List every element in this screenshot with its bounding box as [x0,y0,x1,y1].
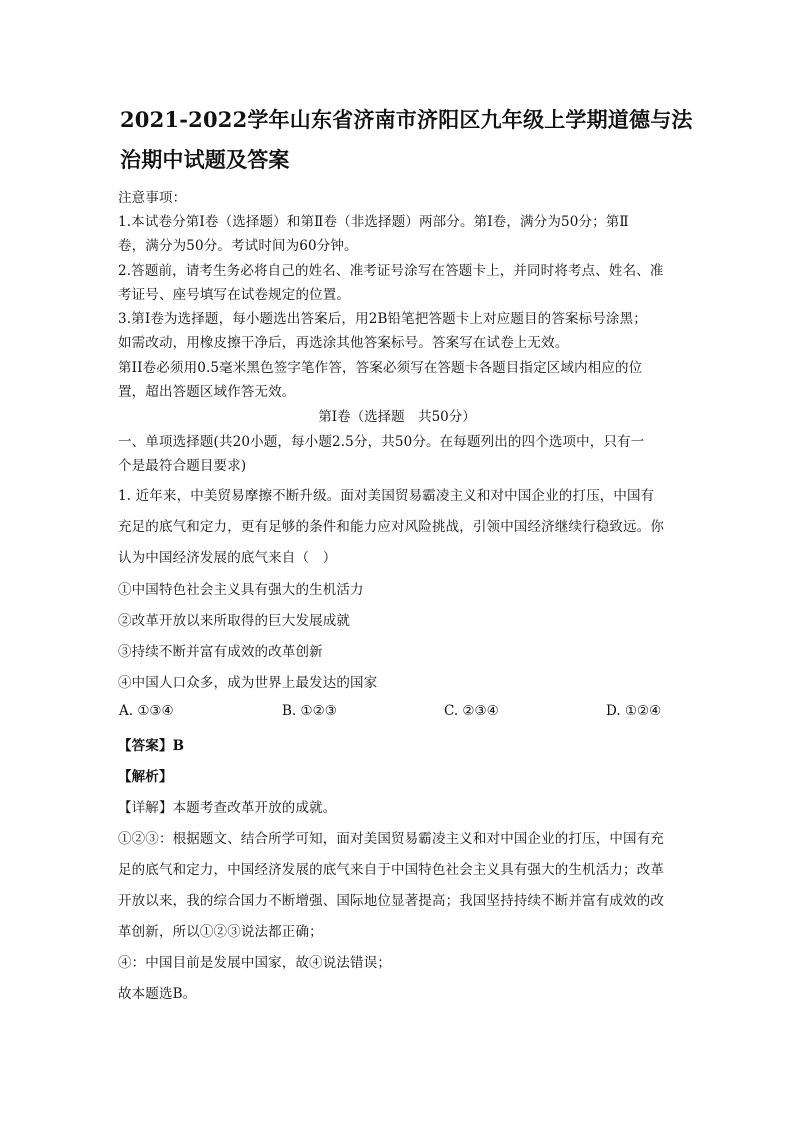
question-stem: 认为中国经济发展的底气来自（ ） [118,550,337,566]
explanation-line: 开放以来，我的综合国力不断增强、国际地位显著提高；我国坚持持续不断并富有成效的改 [118,893,664,909]
notice-heading: 注意事项： [118,190,187,206]
option-c: C. ②③④ [444,703,499,719]
option-b: B. ①②③ [282,703,337,719]
part-instruction: 一、单项选择题(共20小题，每小题2.5分，共50分。在每题列出的四个选项中，只有一 [118,434,645,450]
explanation-line: ①②③：根据题文、结合所学可知，面对美国贸易霸凌主义和对中国企业的打压，中国有充 [118,831,664,847]
page-title [120,100,693,180]
option-a: A. ①③④ [119,703,174,719]
statement: ②改革开放以来所取得的巨大发展成就 [118,613,351,629]
title-line-2: 治期中试题及答案 [120,147,290,172]
statement: ④中国人口众多，成为世界上最发达的国家 [118,675,378,691]
option-d: D. ①②④ [606,703,662,719]
answer-label: 【答案】B [118,738,185,754]
question-stem: 充足的底气和定力，更有足够的条件和能力应对风险挑战，引领中国经济继续行稳致远。你 [118,519,664,535]
notice-line: 置，超出答题区域作答无效。 [118,384,296,400]
explanation-line: 足的底气和定力，中国经济发展的底气来自于中国特色社会主义具有强大的生机活力；改革 [118,862,664,878]
statement: ③持续不断并富有成效的改革创新 [118,644,323,660]
explanation-line: 故本题选B。 [118,986,197,1002]
question-stem: 1. 近年来，中美贸易摩擦不断升级。面对美国贸易霸凌主义和对中国企业的打压，中国有 [118,488,655,504]
notice-line: 1.本试卷分第Ⅰ卷（选择题）和第Ⅱ卷（非选择题）两部分。第Ⅰ卷，满分为50分；第Ⅱ [118,214,629,230]
detail-line: 【详解】本题考查改革开放的成就。 [118,800,337,816]
part-instruction: 个是最符合题目要求) [118,458,247,474]
notice-line: 卷，满分为50分。考试时间为60分钟。 [118,238,358,254]
explanation-line: ④：中国目前是发展中国家，故④说法错误； [118,955,391,971]
notice-line: 考证号、座号填写在试卷规定的位置。 [118,287,351,303]
notice-line: 3.第Ⅰ卷为选择题，每小题选出答案后，用2B铅笔把答题卡上对应题目的答案标号涂黑； [118,311,647,327]
notice-line: 如需改动，用橡皮擦干净后，再选涂其他答案标号。答案写在试卷上无效。 [118,335,569,351]
explanation-line: 革创新，所以①②③说法都正确； [118,924,323,940]
notice-line: 2.答题前，请考生务必将自己的姓名、准考证号涂写在答题卡上，并同时将考点、姓名、准 [118,263,664,279]
statement: ①中国特色社会主义具有强大的生机活力 [118,582,364,598]
notice-line: 第II卷必须用0.5毫米黑色签字笔作答，答案必须写在答题卡各题目指定区域内相应的位 [118,360,643,376]
section-title: 第Ⅰ卷（选择题 共50分） [318,409,476,425]
title-line-1: 2021-2022学年山东省济南市济阳区九年级上学期道德与法 [120,107,693,132]
analysis-label: 【解析】 [118,769,173,785]
